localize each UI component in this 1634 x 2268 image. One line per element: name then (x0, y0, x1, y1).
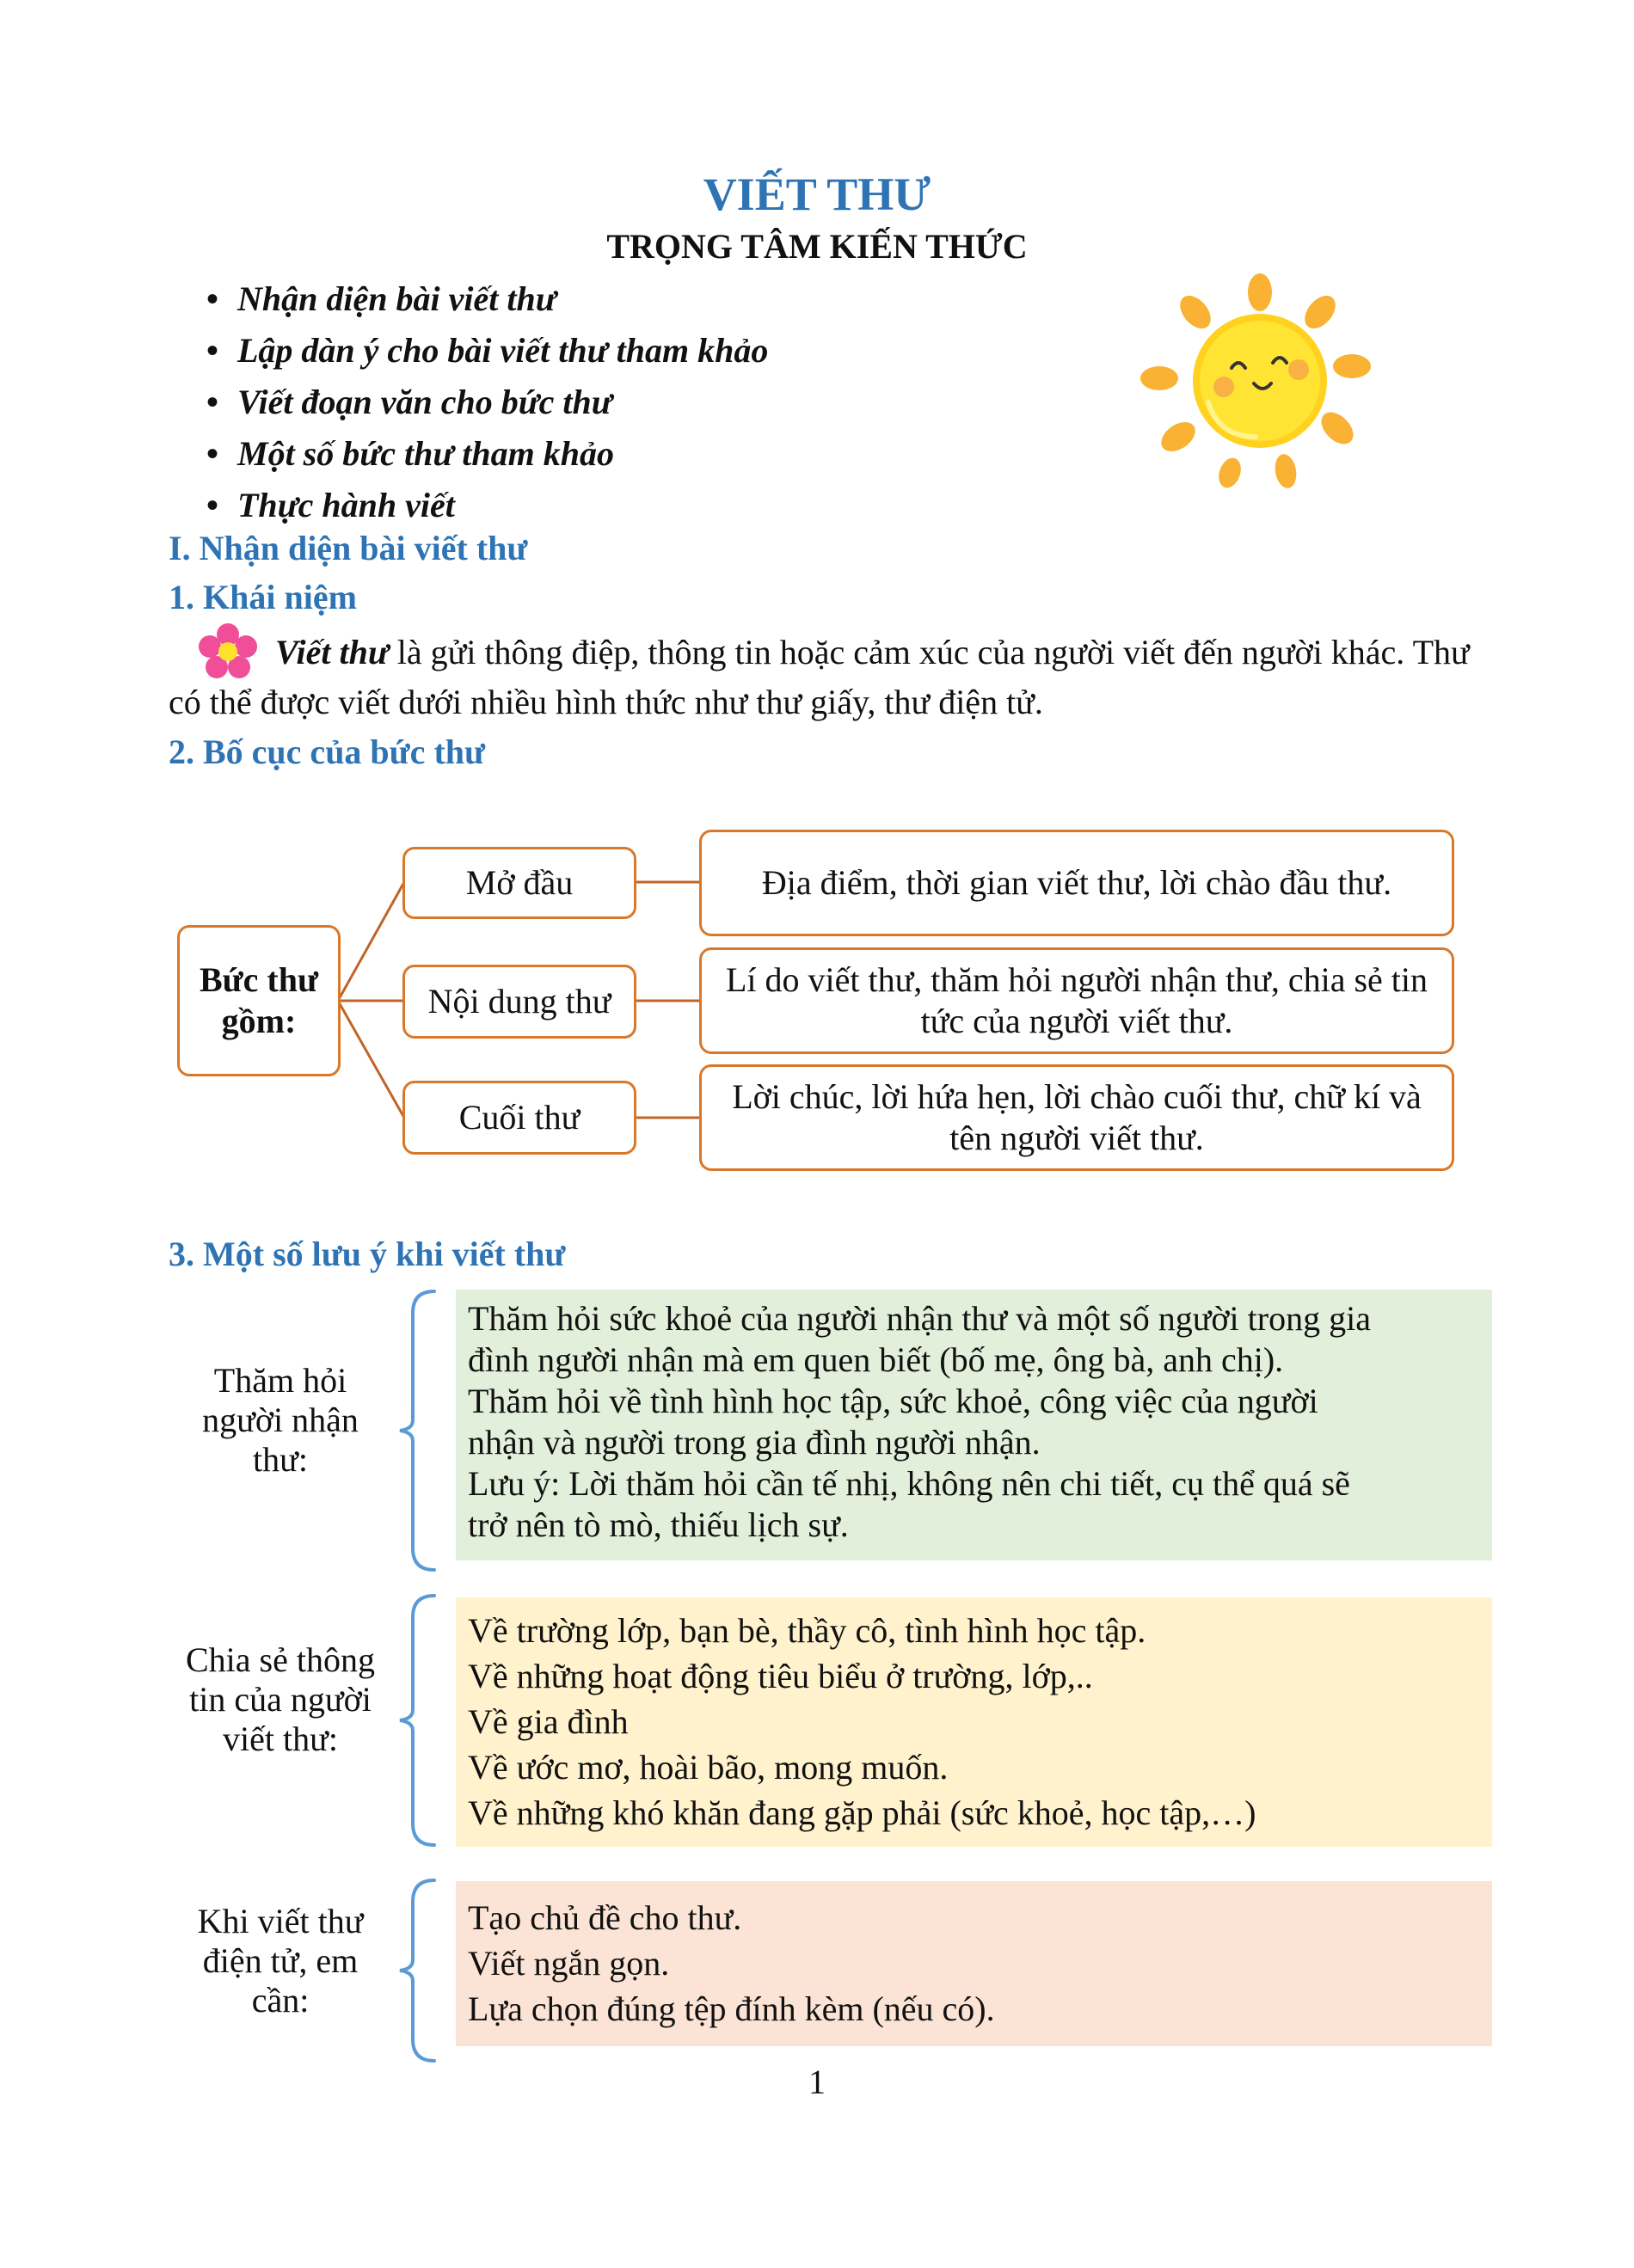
note-label-greeting: Thăm hỏi người nhận thư: (202, 1361, 359, 1479)
structure-detail-body: Lí do viết thư, thăm hỏi người nhận thư, chia sẻ tin tức của người viết thư. (699, 947, 1454, 1054)
note-line: Thăm hỏi về tình hình học tập, sức khoẻ, công việc của người (468, 1382, 1318, 1420)
note-line: Về trường lớp, bạn bè, thầy cô, tình hình học tập. (468, 1611, 1146, 1650)
structure-detail-opening: Địa điểm, thời gian viết thư, lời chào đầu thư. (699, 830, 1454, 936)
focus-item: • Một số bức thư tham khảo (206, 434, 615, 473)
note-line: Tạo chủ đề cho thư. (468, 1898, 742, 1937)
page-subtitle: TRỌNG TÂM KIẾN THỨC (606, 227, 1028, 266)
page-number: 1 (808, 2063, 826, 2101)
note-line: Viết ngắn gọn. (468, 1944, 670, 1983)
structure-root-box: Bức thư gồm: (177, 925, 341, 1076)
structure-part-closing: Cuối thư (402, 1081, 636, 1155)
concept-heading: 1. Khái niệm (169, 578, 357, 616)
note-line: Lưu ý: Lời thăm hỏi cần tế nhị, không nên chi tiết, cụ thể quá sẽ (468, 1464, 1350, 1503)
note-panel-sharing (456, 1597, 1492, 1847)
note-panel-email (456, 1881, 1492, 2046)
brace-icon (400, 1291, 434, 1570)
note-line: Về những hoạt động tiêu biểu ở trường, lớp,.. (468, 1657, 1093, 1695)
brace-icon (400, 1880, 434, 2061)
note-line: Thăm hỏi sức khoẻ của người nhận thư và một số người trong gia (468, 1299, 1371, 1338)
note-line: Lựa chọn đúng tệp đính kèm (nếu có). (468, 1989, 995, 2028)
note-line: trở nên tò mò, thiếu lịch sự. (468, 1505, 849, 1544)
focus-item: • Lập dàn ý cho bài viết thư tham khảo (206, 331, 769, 370)
section-heading: I. Nhận diện bài viết thư (169, 529, 528, 567)
concept-text: là gửi thông điệp, thông tin hoặc cảm xúc của người viết đến người khác. Thư có thể được viết dưới nhiều hình thức như thư giấy, thư điện tử. (169, 633, 1470, 721)
focus-item: • Viết đoạn văn cho bức thư (206, 383, 612, 421)
notes-heading: 3. Một số lưu ý khi viết thư (169, 1235, 566, 1273)
focus-item: • Nhận diện bài viết thư (206, 279, 556, 318)
page-title: VIẾT THƯ (703, 169, 931, 220)
note-line: nhận và người trong gia đình người nhận. (468, 1423, 1041, 1462)
concept-term: Viết thư (275, 633, 389, 671)
structure-part-opening: Mở đầu (402, 847, 636, 919)
layout-heading: 2. Bố cục của bức thư (169, 733, 486, 771)
note-label-sharing: Chia sẻ thông tin của người viết thư: (186, 1640, 375, 1758)
note-line: Về những khó khăn đang gặp phải (sức khoẻ, học tập,…) (468, 1793, 1256, 1832)
focus-item: • Thực hành viết (206, 486, 455, 524)
structure-part-body: Nội dung thư (402, 965, 636, 1039)
note-line: Về gia đình (468, 1702, 629, 1741)
brace-icon (400, 1596, 434, 1845)
note-line: Về ước mơ, hoài bão, mong muốn. (468, 1748, 949, 1787)
note-label-email: Khi viết thư điện tử, em cần: (197, 1902, 364, 2020)
note-line: đình người nhận mà em quen biết (bố mẹ, ông bà, anh chị). (468, 1340, 1284, 1379)
note-panel-greeting (456, 1290, 1492, 1560)
structure-detail-closing: Lời chúc, lời hứa hẹn, lời chào cuối thư, chữ kí và tên người viết thư. (699, 1064, 1454, 1171)
